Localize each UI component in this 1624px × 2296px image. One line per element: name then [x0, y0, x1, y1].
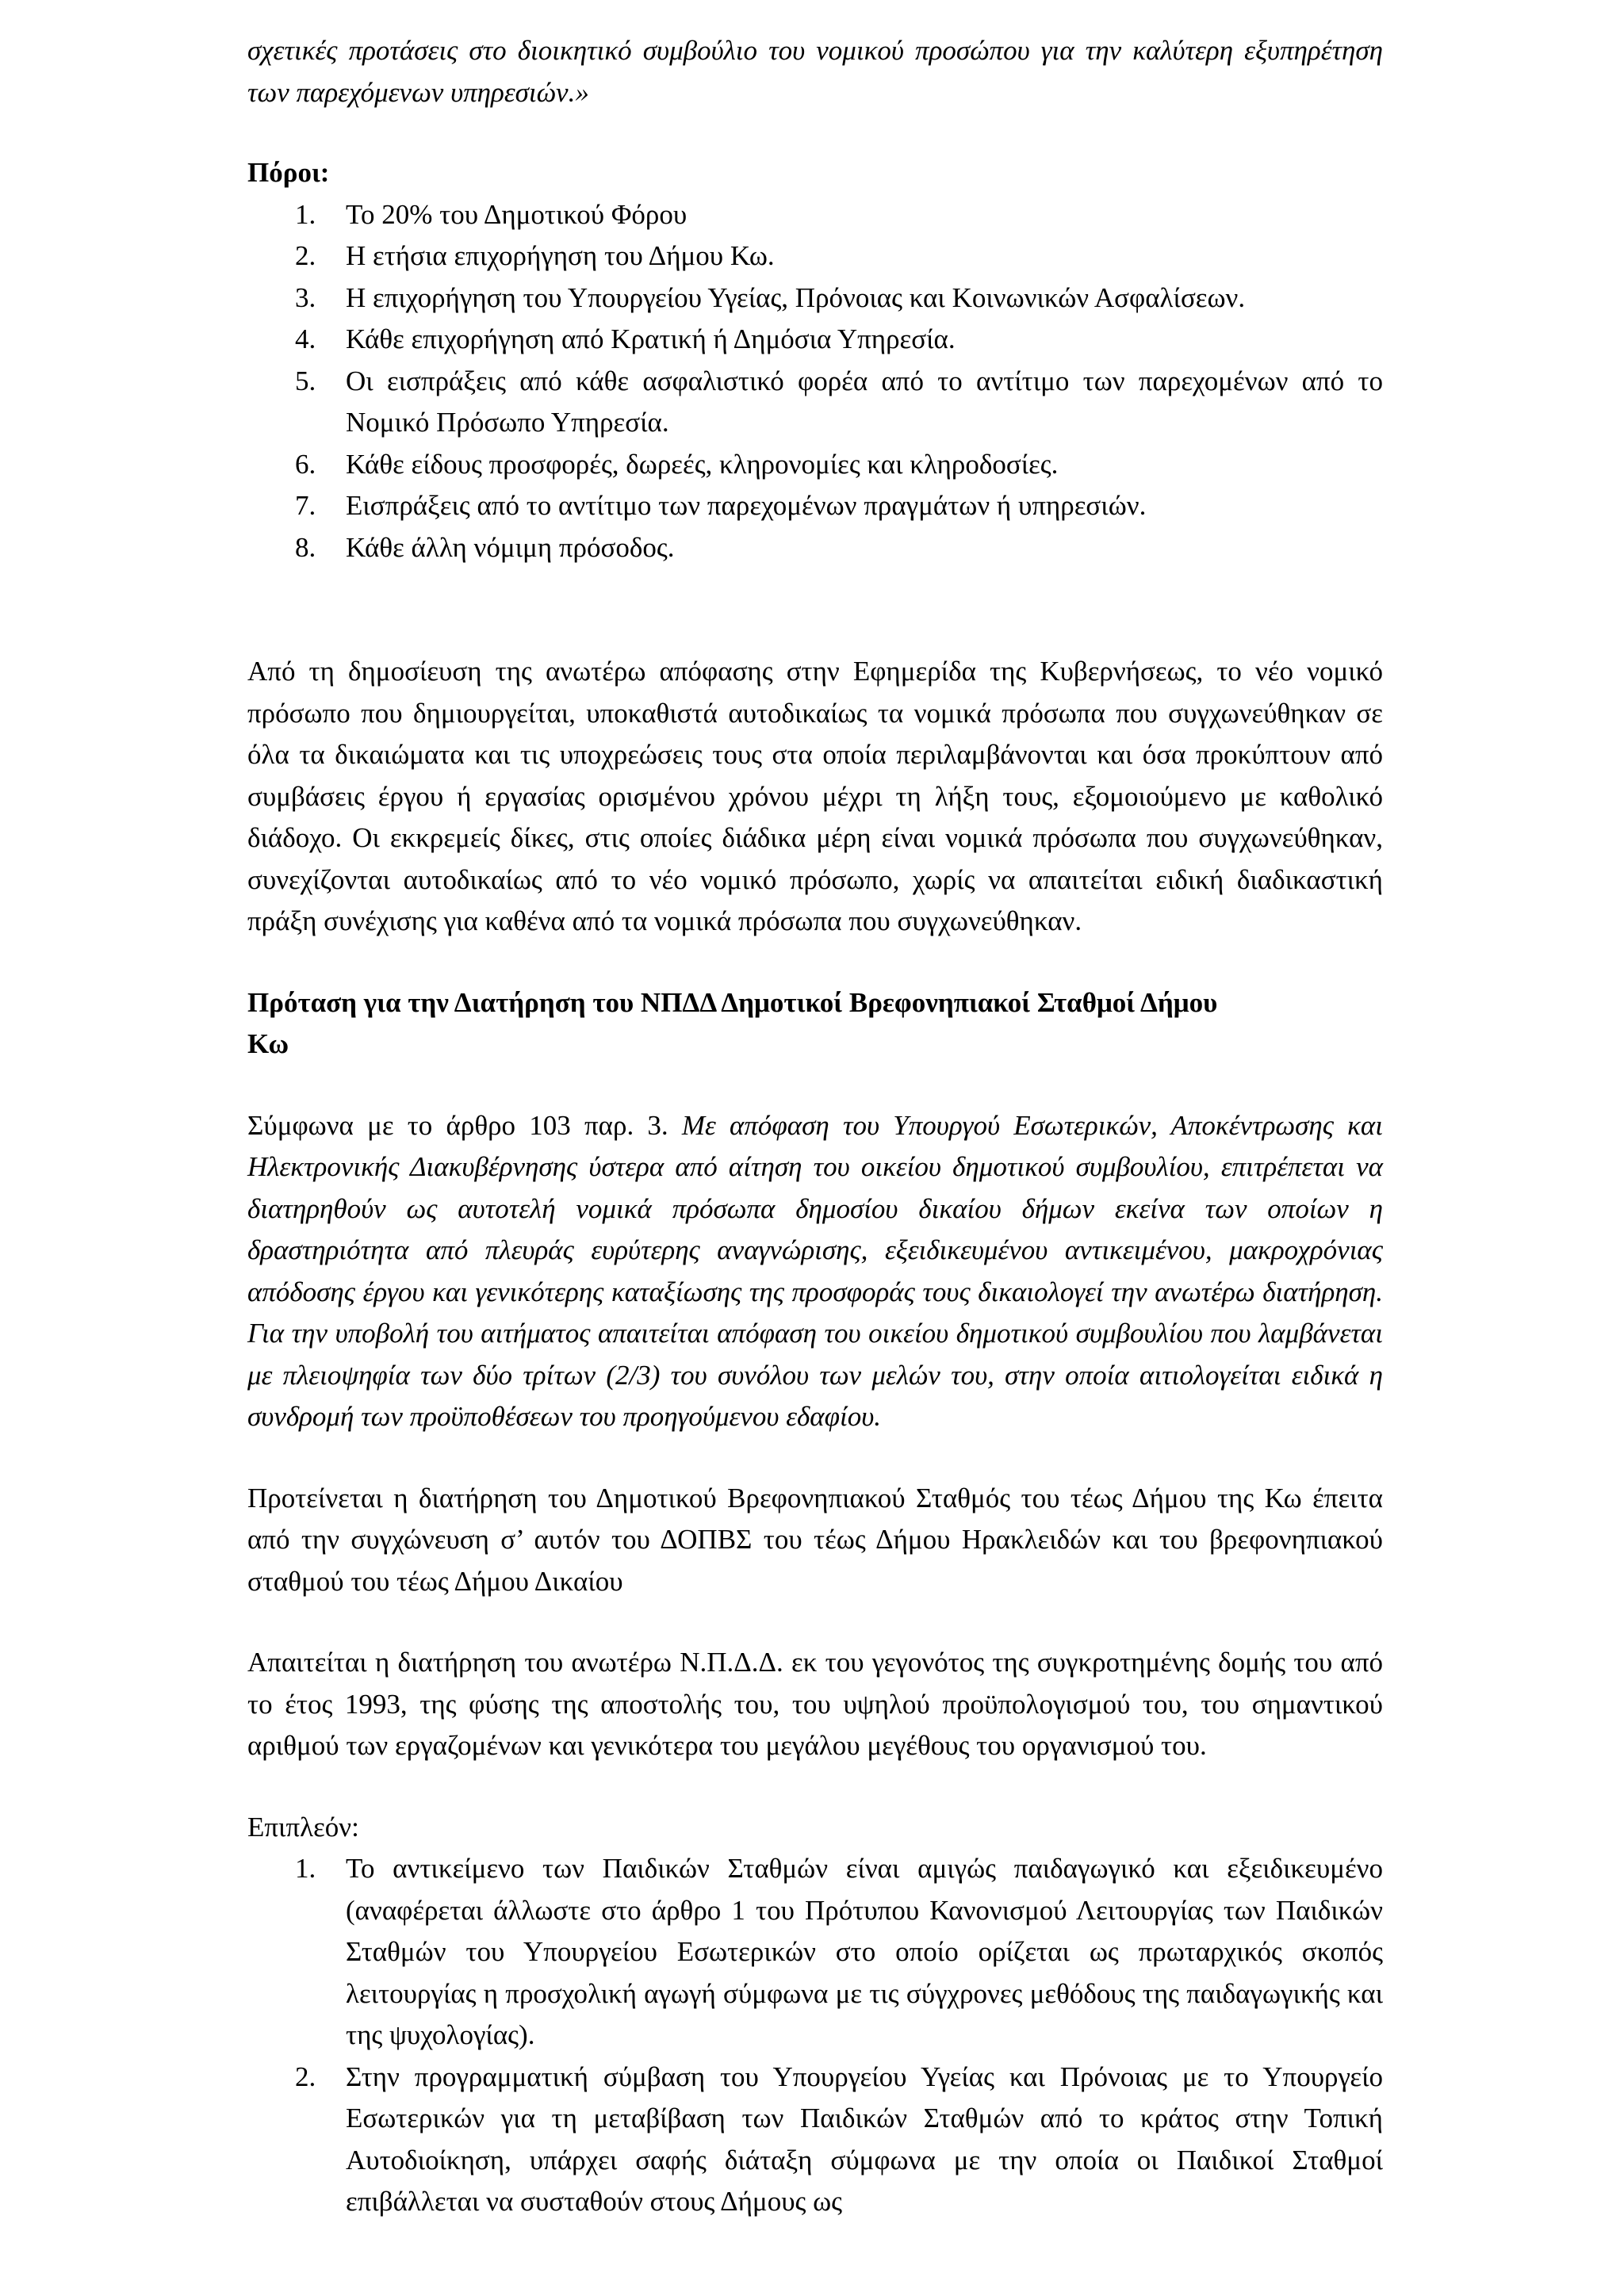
proposal-heading: Πρόταση για την Διατήρηση του ΝΠΔΔ Δημοτικοί Βρεφονηπιακοί Σταθμοί Δήμου Κω: [247, 986, 1218, 1059]
publication-paragraph: Από τη δημοσίευση της ανωτέρω απόφασης στην Εφημερίδα της Κυβερνήσεως, το νέο νομικό πρόσωπο που δημιουργείται, υποκαθιστά αυτοδικαίως τα νομικά πρόσωπα που συγχωνεύθηκαν σε όλα τα δικαιώματα και τις υποχρεώσεις τους στα οποία περιλαμβάνονται και όσα προκύπτουν από συμβάσεις έργου ή εργασίας ορισμένου χρόνου μέχρι τη λήξη τους, εξομοιούμενο με καθολικό διάδοχο. Οι εκκρεμείς δίκες, στις οποίες διάδικα μέρη είναι νομικά πρόσωπα που συγχωνεύθηκαν, συνεχίζονται αυτοδικαίως από το νέο νομικό πρόσωπο, χωρίς να απαιτείται ειδική διαδικαστική πράξη συνέχισης για καθένα από τα νομικά πρόσωπα που συγχωνεύθηκαν.: [247, 656, 1383, 936]
list-item: 2. Στην προγραμματική σύμβαση του Υπουργείου Υγείας και Πρόνοιας με το Υπουργείο Εσωτερικών για τη μεταβίβαση των Παιδικών Σταθμών από το κράτος στην Τοπική Αυτοδιοίκηση, υπάρχει σαφής διάταξη σύμφωνα με την οποία οι Παιδικοί Σταθμοί επιβάλλεται να συσταθούν στους Δήμους ως: [295, 2061, 1383, 2217]
proposed-paragraph: Προτείνεται η διατήρηση του Δημοτικού Βρεφονηπιακού Σταθμός του τέως Δήμου της Κω έπειτα από την συγχώνευση σ’ αυτόν του ΔΟΠΒΣ του τέως Δήμου Ηρακλειδών και του βρεφονηπιακού σταθμού του τέως Δήμου Δικαίου: [247, 1482, 1383, 1597]
list-item: 5. Οι εισπράξεις από κάθε ασφαλιστικό φορέα από το αντίτιμο των παρεχομένων από το Νομικό Πρόσωπο Υπηρεσία.: [295, 365, 1383, 438]
document-body: [247, 30, 1383, 2223]
list-item: 4. Κάθε επιχορήγηση από Κρατική ή Δημόσια Υπηρεσία.: [295, 323, 956, 354]
list-item: 6. Κάθε είδους προσφορές, δωρεές, κληρονομίες και κληροδοσίες.: [295, 448, 1059, 480]
moreover-list: [247, 1848, 1383, 2223]
resources-heading: Πόροι:: [247, 157, 330, 188]
list-item: 3. Η επιχορήγηση του Υπουργείου Υγείας, Πρόνοιας και Κοινωνικών Ασφαλίσεων.: [295, 281, 1246, 313]
list-item: 1. Το αντικείμενο των Παιδικών Σταθμών είναι αμιγώς παιδαγωγικό και εξειδικευμένο (αναφέρεται άλλωστε στο άρθρο 1 του Πρότυπου Κανονισμού Λειτουργίας των Παιδικών Σταθμών του Υπουργείου Εσωτερικών στο οποίο ορίζεται ως πρωταρχικός σκοπός λειτουργίας η προσχολική αγωγή σύμφωνα με τις σύγχρονες μεθόδους της παιδαγωγικής και της ψυχολογίας).: [295, 1853, 1383, 2050]
required-paragraph: Απαιτείται η διατήρηση του ανωτέρω Ν.Π.Δ.Δ. εκ του γεγονότος της συγκροτημένης δομής του από το έτος 1993, της φύσης της αποστολής του, του υψηλού προϋπολογισμού του, του σημαντικού αριθμού των εργαζομένων και γενικότερα του μεγάλου μεγέθους του οργανισμού του.: [247, 1647, 1383, 1761]
article-lead: Σύμφωνα με το άρθρο 103 παρ. 3.: [247, 1109, 668, 1141]
list-item: 1. Το 20% του Δημοτικού Φόρου: [295, 198, 688, 230]
list-item: 2. Η ετήσια επιχορήγηση του Δήμου Κω.: [295, 240, 775, 271]
article-quote: Με απόφαση του Υπουργού Εσωτερικών, Αποκέντρωσης και Ηλεκτρονικής Διακυβέρνησης ύστερα από αίτηση του οικείου δημοτικού συμβουλίου, επιτρέπεται να διατηρηθούν ως αυτοτελή νομικά πρόσωπα δημοσίου δικαίου δήμων εκείνα των οποίων η δραστηριότητα από πλευράς ευρύτερης αναγνώρισης, εξειδικευμένου αντικειμένου, μακροχρόνιας απόδοσης έργου και γενικότερης καταξίωσης της προσφοράς τους δικαιολογεί την ανωτέρω διατήρηση. Για την υποβολή του αιτήματος απαιτείται απόφαση του οικείου δημοτικού συμβουλίου που λαμβάνεται με πλειοψηφία των δύο τρίτων (2/3) του συνόλου των μελών του, στην οποία αιτιολογείται ειδικά η συνδρομή των προϋποθέσεων του προηγούμενου εδαφίου.: [247, 1109, 1384, 1432]
moreover-label: Επιπλεόν:: [247, 1811, 359, 1843]
list-item: 8. Κάθε άλλη νόμιμη πρόσοδος.: [295, 531, 675, 563]
intro-italic-paragraph: σχετικές προτάσεις στο διοικητικό συμβούλιο του νομικού προσώπου για την καλύτερη εξυπηρέτηση των παρεχόμενων υπηρεσιών.»: [247, 35, 1383, 108]
list-item: 7. Εισπράξεις από το αντίτιμο των παρεχομένων πραγμάτων ή υπηρεσιών.: [295, 490, 1147, 521]
article-paragraph: [247, 1105, 1383, 1438]
resources-list: [247, 194, 1383, 569]
